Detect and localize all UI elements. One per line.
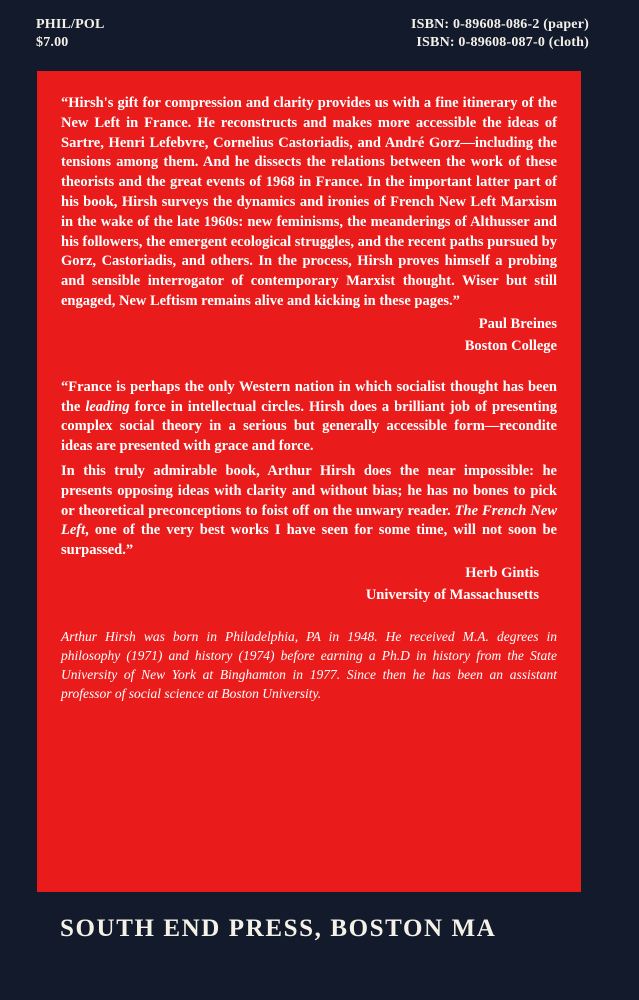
isbn-paper: ISBN: 0-89608-086-2 (paper) <box>410 17 589 32</box>
review-author-1: Paul Breines <box>478 315 557 332</box>
book-title-emphasis: The French New Left <box>61 502 557 539</box>
publisher-footer: SOUTH END PRESS, BOSTON MA <box>60 915 497 942</box>
review-quote-2-paragraph-2: In this truly admirable book, Arthur Hirsh does the near impossible: he presents opposing ideas with clarity and without bias; he has no bones to pick or theoretical preconceptions to foist off on the unwary reader. The French New Left, one of the very best works I have seen for some time, will not soon be surpassed.” <box>61 462 557 559</box>
review-quote-1: “Hirsh's gift for compression and clarity provides us with a fine itinerary of the New Left in France. He reconstructs and makes more accessible the ideas of Sartre, Henri Lefebvre, Cornelius Castoriadis, and André Gorz—including the tensions among them. And he dissects the relations between the work of these theorists and the great events of 1968 in France. In the important latter part of his book, Hirsh surveys the dynamics and ironies of French New Left Marxism in the wake of the late 1960s: new feminisms, the meanderings of Althusser and his followers, the emergent ecological struggles, and the recent paths pursued by Gorz, Castoriadis, and others. In the process, Hirsh proves himself a probing and sensible interrogator of contemporary Marxist thought. Wiser but still engaged, New Leftism remains alive and kicking in these pages.” <box>61 95 557 309</box>
price-label: $7.00 <box>36 35 69 50</box>
category-price-block <box>36 16 105 52</box>
review-quote-2-paragraph-1: “France is perhaps the only Western nation in which socialist thought has been the leading force in intellectual circles. Hirsh does a brilliant job of presenting complex social theory in a serious but generally accessible form—recondite ideas are presented with grace and force. <box>61 378 557 455</box>
review-author-2: Herb Gintis <box>465 564 539 581</box>
emphasis-leading: leading <box>85 398 130 415</box>
isbn-cloth: ISBN: 0-89608-087-0 (cloth) <box>416 35 589 50</box>
isbn-block <box>411 16 589 52</box>
review-panel <box>37 71 581 892</box>
review-affiliation-2: University of Massachusetts <box>365 586 539 603</box>
review-affiliation-1: Boston College <box>464 337 557 354</box>
category-label: PHIL/POL <box>36 17 105 32</box>
author-bio: Arthur Hirsh was born in Philadelphia, PA in 1948. He received M.A. degrees in philosophy (1971) and history (1974) before earning a Ph.D in history from the State University of New York at Binghamton in 1977. Since then he has been an assistant professor of social science at Boston University. <box>61 628 557 701</box>
